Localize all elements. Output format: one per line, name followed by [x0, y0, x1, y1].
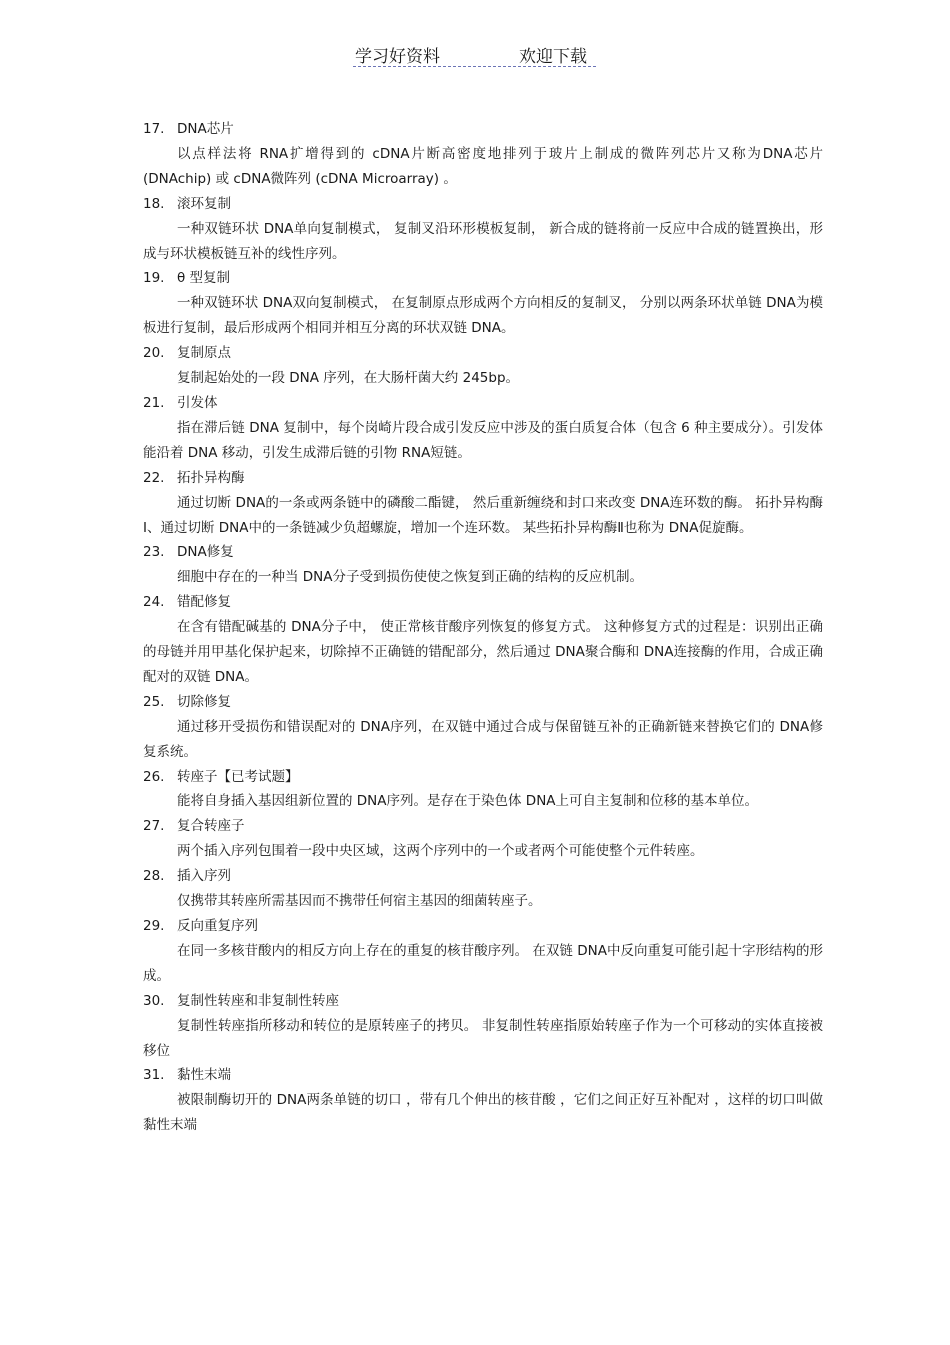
entry-number: 23. [143, 544, 165, 561]
entry-term: DNA修复 [177, 544, 234, 561]
entry-term: 转座子【已考试题】 [177, 768, 299, 785]
entry-heading [143, 192, 823, 217]
entry-number: 25. [143, 693, 165, 710]
glossary-entry [143, 989, 823, 1064]
entry-number: 28. [143, 868, 165, 885]
entry-number: 22. [143, 469, 165, 486]
glossary-entry [143, 117, 823, 192]
entry-definition: 被限制酶切开的 DNA两条单链的切口 ，带有几个伸出的核苷酸 ，它们之间正好互补配对 ，这样的切口叫做黏性末端 [143, 1092, 823, 1134]
entry-definition: 细胞中存在的一种当 DNA分子受到损伤使使之恢复到正确的结构的反应机制。 [177, 569, 644, 586]
entry-term: 引发体 [177, 394, 218, 411]
entry-definition: 复制性转座指所移动和转位的是原转座子的拷贝。 非复制性转座指原始转座子作为一个可移动的实体直接被移位 [143, 1017, 823, 1059]
entry-number: 29. [143, 918, 165, 934]
entry-heading [143, 391, 823, 416]
entry-term: 反向重复序列 [177, 918, 258, 934]
entry-heading [143, 540, 823, 565]
entry-term: 插入序列 [177, 868, 231, 885]
glossary-entry [143, 341, 823, 391]
glossary-entry [143, 590, 823, 690]
glossary-entry [143, 1063, 823, 1138]
entry-number: 30. [143, 992, 165, 1009]
entry-term: 黏性末端 [177, 1067, 231, 1084]
entry-term: DNA芯片 [177, 121, 234, 137]
entry-definition: 以点样法将 RNA扩增得到的 cDNA片断高密度地排列于玻片上制成的微阵列芯片又称为DNA芯片 (DNAchip) 或 cDNA微阵列 (cDNA Microarray) 。 [143, 145, 823, 187]
entry-term: θ 型复制 [177, 270, 231, 287]
entry-heading [143, 914, 823, 939]
glossary-entry [143, 192, 823, 267]
entry-heading [143, 341, 823, 366]
entry-term: 滚环复制 [177, 195, 231, 212]
glossary-entry [143, 914, 823, 989]
entry-definition: 在同一多核苷酸内的相反方向上存在的重复的核苷酸序列。 在双链 DNA中反向重复可能引起十字形结构的形成。 [143, 942, 823, 984]
entry-term: 切除修复 [177, 693, 231, 710]
entry-term: 错配修复 [177, 594, 231, 611]
entry-heading [143, 765, 823, 790]
glossary-entry [143, 391, 823, 466]
entry-term: 复制原点 [177, 345, 231, 362]
entry-number: 17. [143, 121, 165, 137]
entry-heading [143, 466, 823, 491]
entry-definition: 通过移开受损伤和错误配对的 DNA序列，在双链中通过合成与保留链互补的正确新链来替换它们的 DNA修复系统。 [143, 718, 823, 760]
page-header [353, 40, 596, 67]
entry-heading [143, 117, 823, 142]
entry-number: 31. [143, 1067, 165, 1084]
entry-definition: 两个插入序列包围着一段中央区域，这两个序列中的一个或者两个可能使整个元件转座。 [177, 843, 704, 860]
entry-number: 19. [143, 270, 165, 287]
header-left-text: 学习好资料 [355, 47, 440, 67]
entry-heading [143, 864, 823, 889]
entry-definition: 一种双链环状 DNA双向复制模式， 在复制原点形成两个方向相反的复制叉， 分别以两条环状单链 DNA为模板进行复制，最后形成两个相同并相互分离的环状双链 DNA。 [143, 295, 823, 337]
entry-number: 24. [143, 594, 165, 611]
entry-number: 18. [143, 195, 165, 212]
entry-definition: 一种双链环状 DNA单向复制模式， 复制叉沿环形模板复制， 新合成的链将前一反应中合成的链置换出，形成与环状模板链互补的线性序列。 [143, 220, 823, 262]
entry-term: 复合转座子 [177, 818, 245, 835]
glossary-entry [143, 690, 823, 765]
entry-definition: 指在滞后链 DNA 复制中，每个岗崎片段合成引发反应中涉及的蛋白质复合体（包含 6 种主要成分）。引发体能沿着 DNA 移动，引发生成滞后链的引物 RNA短链。 [143, 419, 823, 461]
entry-number: 20. [143, 345, 165, 362]
glossary-entry [143, 765, 823, 815]
entry-heading [143, 814, 823, 839]
glossary-content [143, 117, 823, 1138]
glossary-entry [143, 466, 823, 541]
entry-term: 复制性转座和非复制性转座 [177, 992, 339, 1009]
glossary-entry [143, 814, 823, 864]
glossary-entry [143, 266, 823, 341]
entry-heading [143, 989, 823, 1014]
header-right-text: 欢迎下载 [519, 47, 587, 67]
entry-heading [143, 1063, 823, 1088]
entry-definition: 复制起始处的一段 DNA 序列，在大肠杆菌大约 245bp。 [177, 370, 520, 387]
entry-number: 26. [143, 768, 165, 785]
entry-number: 21. [143, 394, 165, 411]
entry-definition: 通过切断 DNA的一条或两条链中的磷酸二酯键， 然后重新缠绕和封口来改变 DNA连环数的酶。 拓扑异构酶Ⅰ、通过切断 DNA中的一条链减少负超螺旋，增加一个连环数。 某些拓扑异构酶Ⅱ也称为 DNA促旋酶。 [143, 494, 823, 536]
glossary-entry [143, 864, 823, 914]
entry-heading [143, 590, 823, 615]
entry-definition: 仅携带其转座所需基因而不携带任何宿主基因的细菌转座子。 [177, 893, 542, 910]
glossary-entry [143, 540, 823, 590]
entry-number: 27. [143, 818, 165, 835]
entry-definition: 在含有错配碱基的 DNA分子中， 使正常核苷酸序列恢复的修复方式。 这种修复方式的过程是：识别出正确的母链并用甲基化保护起来，切除掉不正确链的错配部分，然后通过 DNA聚合酶和 DNA连接酶的作用，合成正确配对的双链 DNA。 [143, 619, 823, 685]
entry-definition: 能将自身插入基因组新位置的 DNA序列。是存在于染色体 DNA上可自主复制和位移的基本单位。 [177, 793, 759, 810]
entry-heading [143, 690, 823, 715]
entry-heading [143, 266, 823, 291]
entry-term: 拓扑异构酶 [177, 469, 245, 486]
